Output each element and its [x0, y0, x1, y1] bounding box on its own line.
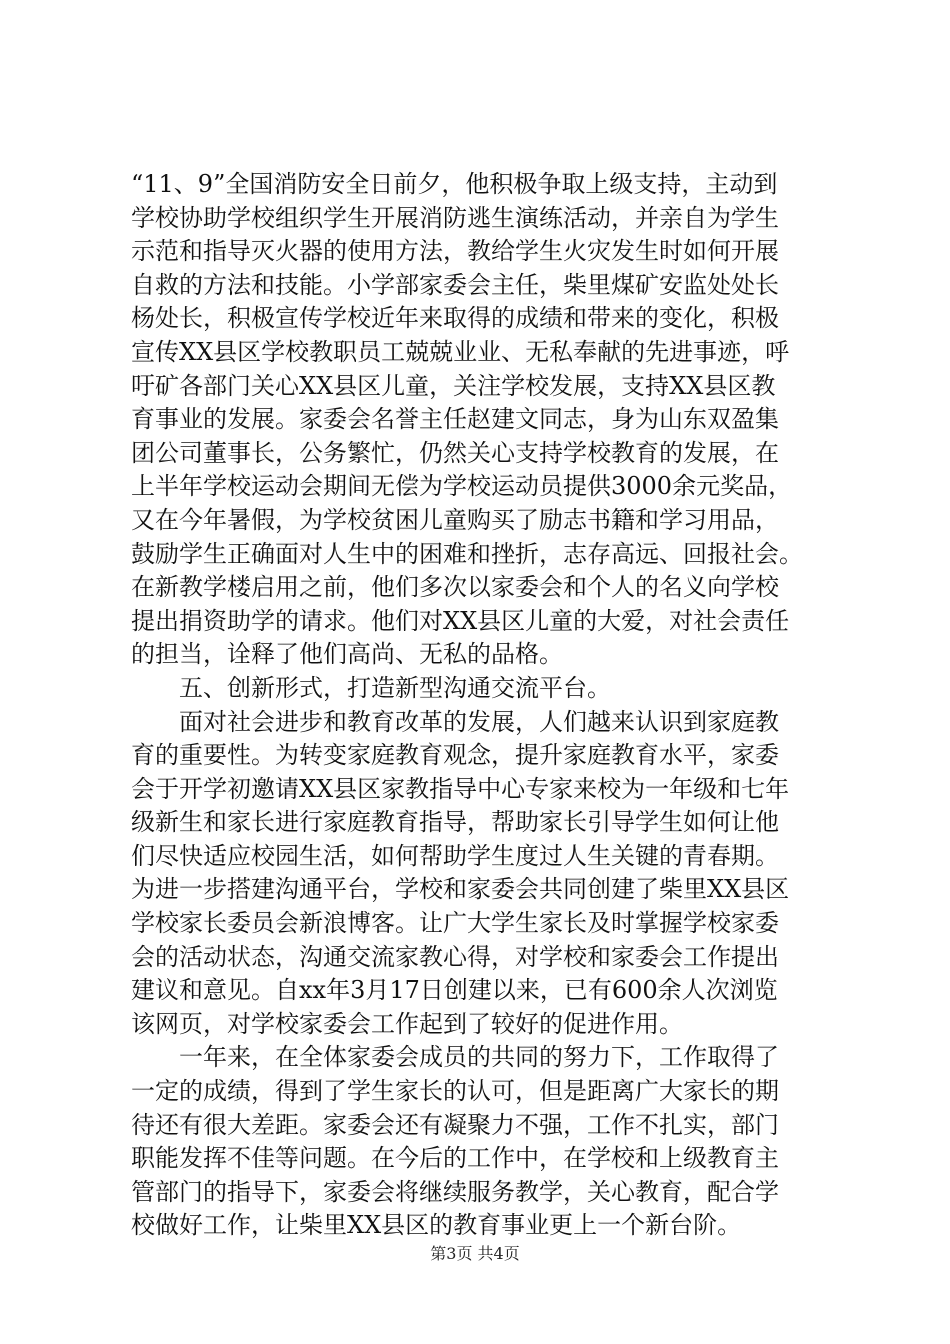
text-line: 育的重要性。为转变家庭教育观念，提升家庭教育水平，家委 — [131, 741, 779, 770]
text-line: 该网页，对学校家委会工作起到了较好的促进作用。 — [131, 1009, 683, 1038]
text-line: 建议和意见。自xx年3月17日创建以来，已有600余人次浏览 — [131, 976, 778, 1005]
text-line: 吁矿各部门关心XX县区儿童，关注学校发展，支持XX县区教 — [131, 371, 776, 400]
text-line: 待还有很大差距。家委会还有凝聚力不强，工作不扎实，部门 — [131, 1110, 779, 1139]
text-line: 管部门的指导下，家委会将继续服务教学，关心教育，配合学 — [131, 1177, 779, 1206]
text-line: 宣传XX县区学校教职员工兢兢业业、无私奉献的先进事迹，呼 — [131, 337, 790, 366]
text-line: 又在今年暑假，为学校贫困儿童购买了励志书籍和学习用品， — [131, 505, 779, 534]
text-line: 自救的方法和技能。小学部家委会主任，柴里煤矿安监处处长 — [131, 270, 779, 299]
text-line: 杨处长，积极宣传学校近年来取得的成绩和带来的变化，积极 — [131, 304, 779, 333]
text-line: 会的活动状态，沟通交流家教心得，对学校和家委会工作提出 — [131, 942, 779, 971]
text-line: “11、9”全国消防安全日前夕，他积极争取上级支持，主动到 — [131, 170, 778, 198]
text-line: 面对社会进步和教育改革的发展，人们越来认识到家庭教 — [179, 707, 779, 736]
text-line: 示范和指导灭火器的使用方法，教给学生火灾发生时如何开展 — [131, 237, 779, 266]
text-line: 的担当，诠释了他们高尚、无私的品格。 — [131, 640, 563, 669]
text-line: 五、创新形式，打造新型沟通交流平台。 — [179, 673, 611, 702]
text-line: 为进一步搭建沟通平台，学校和家委会共同创建了柴里XX县区 — [131, 875, 790, 904]
page-footer: 第3页 共4页 — [430, 1244, 520, 1263]
text-line: 鼓励学生正确面对人生中的困难和挫折，志存高远、回报社会。 — [131, 539, 803, 568]
text-line: 团公司董事长，公务繁忙，仍然关心支持学校教育的发展，在 — [131, 438, 779, 467]
text-line: 提出捐资助学的请求。他们对XX县区儿童的大爱，对社会责任 — [131, 606, 790, 635]
body-text — [131, 168, 851, 1243]
text-line: 会于开学初邀请XX县区家教指导中心专家来校为一年级和七年 — [131, 774, 790, 803]
text-line: 育事业的发展。家委会名誉主任赵建文同志，身为山东双盈集 — [131, 405, 779, 434]
text-line: 级新生和家长进行家庭教育指导，帮助家长引导学生如何让他 — [131, 808, 779, 837]
text-line: 学校协助学校组织学生开展消防逃生演练活动，并亲自为学生 — [131, 203, 779, 232]
text-line: 在新教学楼启用之前，他们多次以家委会和个人的名义向学校 — [131, 573, 779, 602]
text-line: 们尽快适应校园生活，如何帮助学生度过人生关键的青春期。 — [131, 841, 779, 870]
text-line: 上半年学校运动会期间无偿为学校运动员提供3000余元奖品， — [131, 472, 793, 501]
text-line: 校做好工作，让柴里XX县区的教育事业更上一个新台阶。 — [131, 1211, 742, 1240]
text-line: 学校家长委员会新浪博客。让广大学生家长及时掌握学校家委 — [131, 909, 779, 938]
text-line: 一定的成绩，得到了学生家长的认可，但是距离广大家长的期 — [131, 1077, 779, 1106]
text-line: 职能发挥不佳等问题。在今后的工作中，在学校和上级教育主 — [131, 1144, 779, 1173]
text-line: 一年来，在全体家委会成员的共同的努力下，工作取得了 — [179, 1043, 779, 1072]
